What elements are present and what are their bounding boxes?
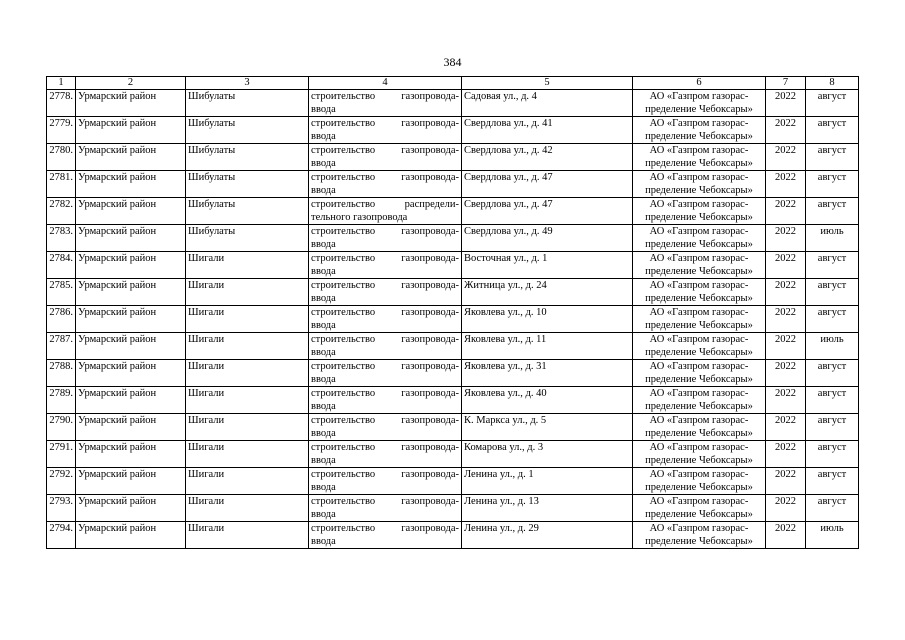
year-cell: 2022 [766, 441, 806, 468]
locality-cell: Шигали [186, 333, 309, 360]
organization-cell-line: пределение Чебоксары» [645, 455, 753, 466]
table-body [47, 90, 859, 549]
row-number: 2790. [47, 414, 76, 441]
column-header: 3 [186, 77, 309, 90]
table-row [47, 414, 859, 441]
row-number: 2779. [47, 117, 76, 144]
organization-cell-line: АО «Газпром газорас- [649, 442, 749, 453]
year-cell: 2022 [766, 333, 806, 360]
organization-cell-line: АО «Газпром газорас- [649, 91, 749, 102]
row-number: 2793. [47, 495, 76, 522]
work-type-cell [309, 333, 462, 360]
work-type-cell-line: ввода [311, 266, 336, 277]
work-type-cell-line: строительство газопровода- [311, 469, 459, 480]
column-header: 2 [76, 77, 186, 90]
work-type-cell [309, 522, 462, 549]
organization-cell-line: АО «Газпром газорас- [649, 172, 749, 183]
address-cell: Комарова ул., д. 3 [462, 441, 633, 468]
month-cell: август [806, 441, 859, 468]
year-cell: 2022 [766, 90, 806, 117]
organization-cell-line: пределение Чебоксары» [645, 509, 753, 520]
month-cell: август [806, 468, 859, 495]
year-cell: 2022 [766, 495, 806, 522]
work-type-cell-line: ввода [311, 374, 336, 385]
district-cell: Урмарский район [76, 414, 186, 441]
table-row [47, 225, 859, 252]
month-cell: август [806, 387, 859, 414]
organization-cell-line: пределение Чебоксары» [645, 320, 753, 331]
organization-cell [633, 414, 766, 441]
year-cell: 2022 [766, 468, 806, 495]
locality-cell: Шигали [186, 252, 309, 279]
month-cell: август [806, 144, 859, 171]
district-cell: Урмарский район [76, 117, 186, 144]
table-row [47, 279, 859, 306]
organization-cell [633, 360, 766, 387]
work-type-cell-line: ввода [311, 509, 336, 520]
address-cell: Восточная ул., д. 1 [462, 252, 633, 279]
organization-cell-line: пределение Чебоксары» [645, 293, 753, 304]
work-type-cell-line: строительство газопровода- [311, 91, 459, 102]
month-cell: август [806, 252, 859, 279]
organization-cell-line: пределение Чебоксары» [645, 158, 753, 169]
district-cell: Урмарский район [76, 252, 186, 279]
organization-cell [633, 468, 766, 495]
organization-cell [633, 252, 766, 279]
work-type-cell-line: строительство газопровода- [311, 523, 459, 534]
locality-cell: Шигали [186, 387, 309, 414]
work-type-cell-line: тельного газопровода [311, 212, 408, 223]
work-type-cell-line: ввода [311, 347, 336, 358]
table-row [47, 522, 859, 549]
organization-cell-line: пределение Чебоксары» [645, 104, 753, 115]
column-header: 1 [47, 77, 76, 90]
organization-cell [633, 171, 766, 198]
locality-cell: Шибулаты [186, 171, 309, 198]
table-row [47, 144, 859, 171]
work-type-cell-line: ввода [311, 239, 336, 250]
organization-cell-line: АО «Газпром газорас- [649, 388, 749, 399]
address-cell: Ленина ул., д. 29 [462, 522, 633, 549]
district-cell: Урмарский район [76, 279, 186, 306]
year-cell: 2022 [766, 198, 806, 225]
organization-cell-line: АО «Газпром газорас- [649, 361, 749, 372]
work-type-cell [309, 198, 462, 225]
work-type-cell-line: строительство газопровода- [311, 307, 459, 318]
locality-cell: Шигали [186, 468, 309, 495]
table-row [47, 117, 859, 144]
row-number: 2789. [47, 387, 76, 414]
organization-cell-line: АО «Газпром газорас- [649, 307, 749, 318]
organization-cell-line: АО «Газпром газорас- [649, 145, 749, 156]
locality-cell: Шигали [186, 414, 309, 441]
organization-cell-line: пределение Чебоксары» [645, 131, 753, 142]
organization-cell-line: пределение Чебоксары» [645, 239, 753, 250]
row-number: 2791. [47, 441, 76, 468]
column-header: 5 [462, 77, 633, 90]
work-type-cell [309, 441, 462, 468]
work-type-cell-line: строительство газопровода- [311, 118, 459, 129]
district-cell: Урмарский район [76, 441, 186, 468]
organization-cell [633, 144, 766, 171]
locality-cell: Шибулаты [186, 144, 309, 171]
organization-cell-line: пределение Чебоксары» [645, 212, 753, 223]
table-row [47, 495, 859, 522]
row-number: 2784. [47, 252, 76, 279]
work-type-cell-line: строительство газопровода- [311, 496, 459, 507]
column-header: 8 [806, 77, 859, 90]
organization-cell [633, 279, 766, 306]
page-number: 384 [443, 55, 462, 69]
district-cell: Урмарский район [76, 225, 186, 252]
organization-cell [633, 306, 766, 333]
work-type-cell [309, 495, 462, 522]
district-cell: Урмарский район [76, 144, 186, 171]
address-cell: Свердлова ул., д. 41 [462, 117, 633, 144]
organization-cell-line: пределение Чебоксары» [645, 347, 753, 358]
month-cell: июль [806, 333, 859, 360]
row-number: 2792. [47, 468, 76, 495]
row-number: 2781. [47, 171, 76, 198]
year-cell: 2022 [766, 414, 806, 441]
year-cell: 2022 [766, 144, 806, 171]
organization-cell-line: АО «Газпром газорас- [649, 118, 749, 129]
work-type-cell [309, 360, 462, 387]
year-cell: 2022 [766, 387, 806, 414]
month-cell: август [806, 171, 859, 198]
work-type-cell-line: ввода [311, 401, 336, 412]
work-type-cell [309, 414, 462, 441]
address-cell: Свердлова ул., д. 49 [462, 225, 633, 252]
locality-cell: Шибулаты [186, 90, 309, 117]
address-cell: К. Маркса ул., д. 5 [462, 414, 633, 441]
year-cell: 2022 [766, 252, 806, 279]
organization-cell-line: АО «Газпром газорас- [649, 523, 749, 534]
table-row [47, 90, 859, 117]
district-cell: Урмарский район [76, 306, 186, 333]
organization-cell [633, 522, 766, 549]
locality-cell: Шибулаты [186, 117, 309, 144]
work-type-cell-line: строительство газопровода- [311, 442, 459, 453]
locality-cell: Шибулаты [186, 198, 309, 225]
work-type-cell [309, 306, 462, 333]
organization-cell [633, 387, 766, 414]
row-number: 2788. [47, 360, 76, 387]
locality-cell: Шигали [186, 306, 309, 333]
work-type-cell-line: строительство газопровода- [311, 253, 459, 264]
table-row [47, 198, 859, 225]
organization-cell-line: АО «Газпром газорас- [649, 334, 749, 345]
district-cell: Урмарский район [76, 495, 186, 522]
table-row [47, 468, 859, 495]
table-row [47, 360, 859, 387]
month-cell: август [806, 90, 859, 117]
organization-cell-line: АО «Газпром газорас- [649, 496, 749, 507]
row-number: 2787. [47, 333, 76, 360]
work-type-cell-line: ввода [311, 131, 336, 142]
table-row [47, 171, 859, 198]
district-cell: Урмарский район [76, 333, 186, 360]
locality-cell: Шибулаты [186, 225, 309, 252]
locality-cell: Шигали [186, 441, 309, 468]
locality-cell: Шигали [186, 522, 309, 549]
gasification-table [46, 76, 859, 549]
organization-cell [633, 198, 766, 225]
row-number: 2786. [47, 306, 76, 333]
work-type-cell [309, 171, 462, 198]
month-cell: август [806, 495, 859, 522]
work-type-cell-line: ввода [311, 158, 336, 169]
work-type-cell-line: ввода [311, 428, 336, 439]
work-type-cell-line: ввода [311, 536, 336, 547]
work-type-cell-line: ввода [311, 104, 336, 115]
address-cell: Ленина ул., д. 13 [462, 495, 633, 522]
work-type-cell-line: строительство газопровода- [311, 388, 459, 399]
locality-cell: Шигали [186, 495, 309, 522]
work-type-cell-line: строительство газопровода- [311, 226, 459, 237]
organization-cell [633, 90, 766, 117]
row-number: 2783. [47, 225, 76, 252]
address-cell: Свердлова ул., д. 47 [462, 198, 633, 225]
address-cell: Свердлова ул., д. 47 [462, 171, 633, 198]
work-type-cell-line: строительство газопровода- [311, 172, 459, 183]
column-number-row [47, 77, 859, 90]
locality-cell: Шигали [186, 279, 309, 306]
address-cell: Яковлева ул., д. 10 [462, 306, 633, 333]
organization-cell-line: АО «Газпром газорас- [649, 469, 749, 480]
organization-cell [633, 495, 766, 522]
work-type-cell-line: строительство газопровода- [311, 361, 459, 372]
address-cell: Свердлова ул., д. 42 [462, 144, 633, 171]
address-cell: Яковлева ул., д. 40 [462, 387, 633, 414]
work-type-cell-line: строительство газопровода- [311, 280, 459, 291]
year-cell: 2022 [766, 117, 806, 144]
work-type-cell [309, 90, 462, 117]
address-cell: Яковлева ул., д. 11 [462, 333, 633, 360]
work-type-cell [309, 252, 462, 279]
organization-cell-line: пределение Чебоксары» [645, 536, 753, 547]
work-type-cell-line: строительство газопровода- [311, 334, 459, 345]
work-type-cell-line: ввода [311, 482, 336, 493]
district-cell: Урмарский район [76, 522, 186, 549]
year-cell: 2022 [766, 171, 806, 198]
month-cell: август [806, 306, 859, 333]
month-cell: август [806, 279, 859, 306]
year-cell: 2022 [766, 279, 806, 306]
address-cell: Житница ул., д. 24 [462, 279, 633, 306]
organization-cell [633, 225, 766, 252]
work-type-cell [309, 117, 462, 144]
table-row [47, 441, 859, 468]
work-type-cell-line: ввода [311, 320, 336, 331]
month-cell: июль [806, 522, 859, 549]
work-type-cell [309, 468, 462, 495]
organization-cell-line: пределение Чебоксары» [645, 266, 753, 277]
row-number: 2794. [47, 522, 76, 549]
month-cell: август [806, 198, 859, 225]
month-cell: июль [806, 225, 859, 252]
work-type-cell [309, 387, 462, 414]
work-type-cell [309, 279, 462, 306]
district-cell: Урмарский район [76, 198, 186, 225]
work-type-cell [309, 225, 462, 252]
organization-cell-line: пределение Чебоксары» [645, 185, 753, 196]
month-cell: август [806, 360, 859, 387]
organization-cell [633, 117, 766, 144]
year-cell: 2022 [766, 306, 806, 333]
month-cell: август [806, 414, 859, 441]
row-number: 2778. [47, 90, 76, 117]
district-cell: Урмарский район [76, 90, 186, 117]
year-cell: 2022 [766, 225, 806, 252]
organization-cell-line: пределение Чебоксары» [645, 482, 753, 493]
address-cell: Ленина ул., д. 1 [462, 468, 633, 495]
district-cell: Урмарский район [76, 171, 186, 198]
organization-cell-line: пределение Чебоксары» [645, 374, 753, 385]
organization-cell [633, 441, 766, 468]
year-cell: 2022 [766, 360, 806, 387]
organization-cell-line: пределение Чебоксары» [645, 401, 753, 412]
column-header: 6 [633, 77, 766, 90]
column-header: 4 [309, 77, 462, 90]
organization-cell-line: АО «Газпром газорас- [649, 253, 749, 264]
organization-cell-line: АО «Газпром газорас- [649, 280, 749, 291]
row-number: 2782. [47, 198, 76, 225]
work-type-cell-line: ввода [311, 293, 336, 304]
table-row [47, 252, 859, 279]
work-type-cell-line: строительство газопровода- [311, 145, 459, 156]
organization-cell-line: АО «Газпром газорас- [649, 415, 749, 426]
work-type-cell-line: ввода [311, 455, 336, 466]
work-type-cell [309, 144, 462, 171]
row-number: 2785. [47, 279, 76, 306]
organization-cell-line: пределение Чебоксары» [645, 428, 753, 439]
month-cell: август [806, 117, 859, 144]
table-row [47, 333, 859, 360]
district-cell: Урмарский район [76, 387, 186, 414]
address-cell: Садовая ул., д. 4 [462, 90, 633, 117]
work-type-cell-line: ввода [311, 185, 336, 196]
locality-cell: Шигали [186, 360, 309, 387]
table-row [47, 306, 859, 333]
year-cell: 2022 [766, 522, 806, 549]
address-cell: Яковлева ул., д. 31 [462, 360, 633, 387]
column-header: 7 [766, 77, 806, 90]
organization-cell-line: АО «Газпром газорас- [649, 226, 749, 237]
district-cell: Урмарский район [76, 468, 186, 495]
district-cell: Урмарский район [76, 360, 186, 387]
work-type-cell-line: строительство распредели- [311, 199, 459, 210]
row-number: 2780. [47, 144, 76, 171]
table-row [47, 387, 859, 414]
organization-cell [633, 333, 766, 360]
work-type-cell-line: строительство газопровода- [311, 415, 459, 426]
organization-cell-line: АО «Газпром газорас- [649, 199, 749, 210]
